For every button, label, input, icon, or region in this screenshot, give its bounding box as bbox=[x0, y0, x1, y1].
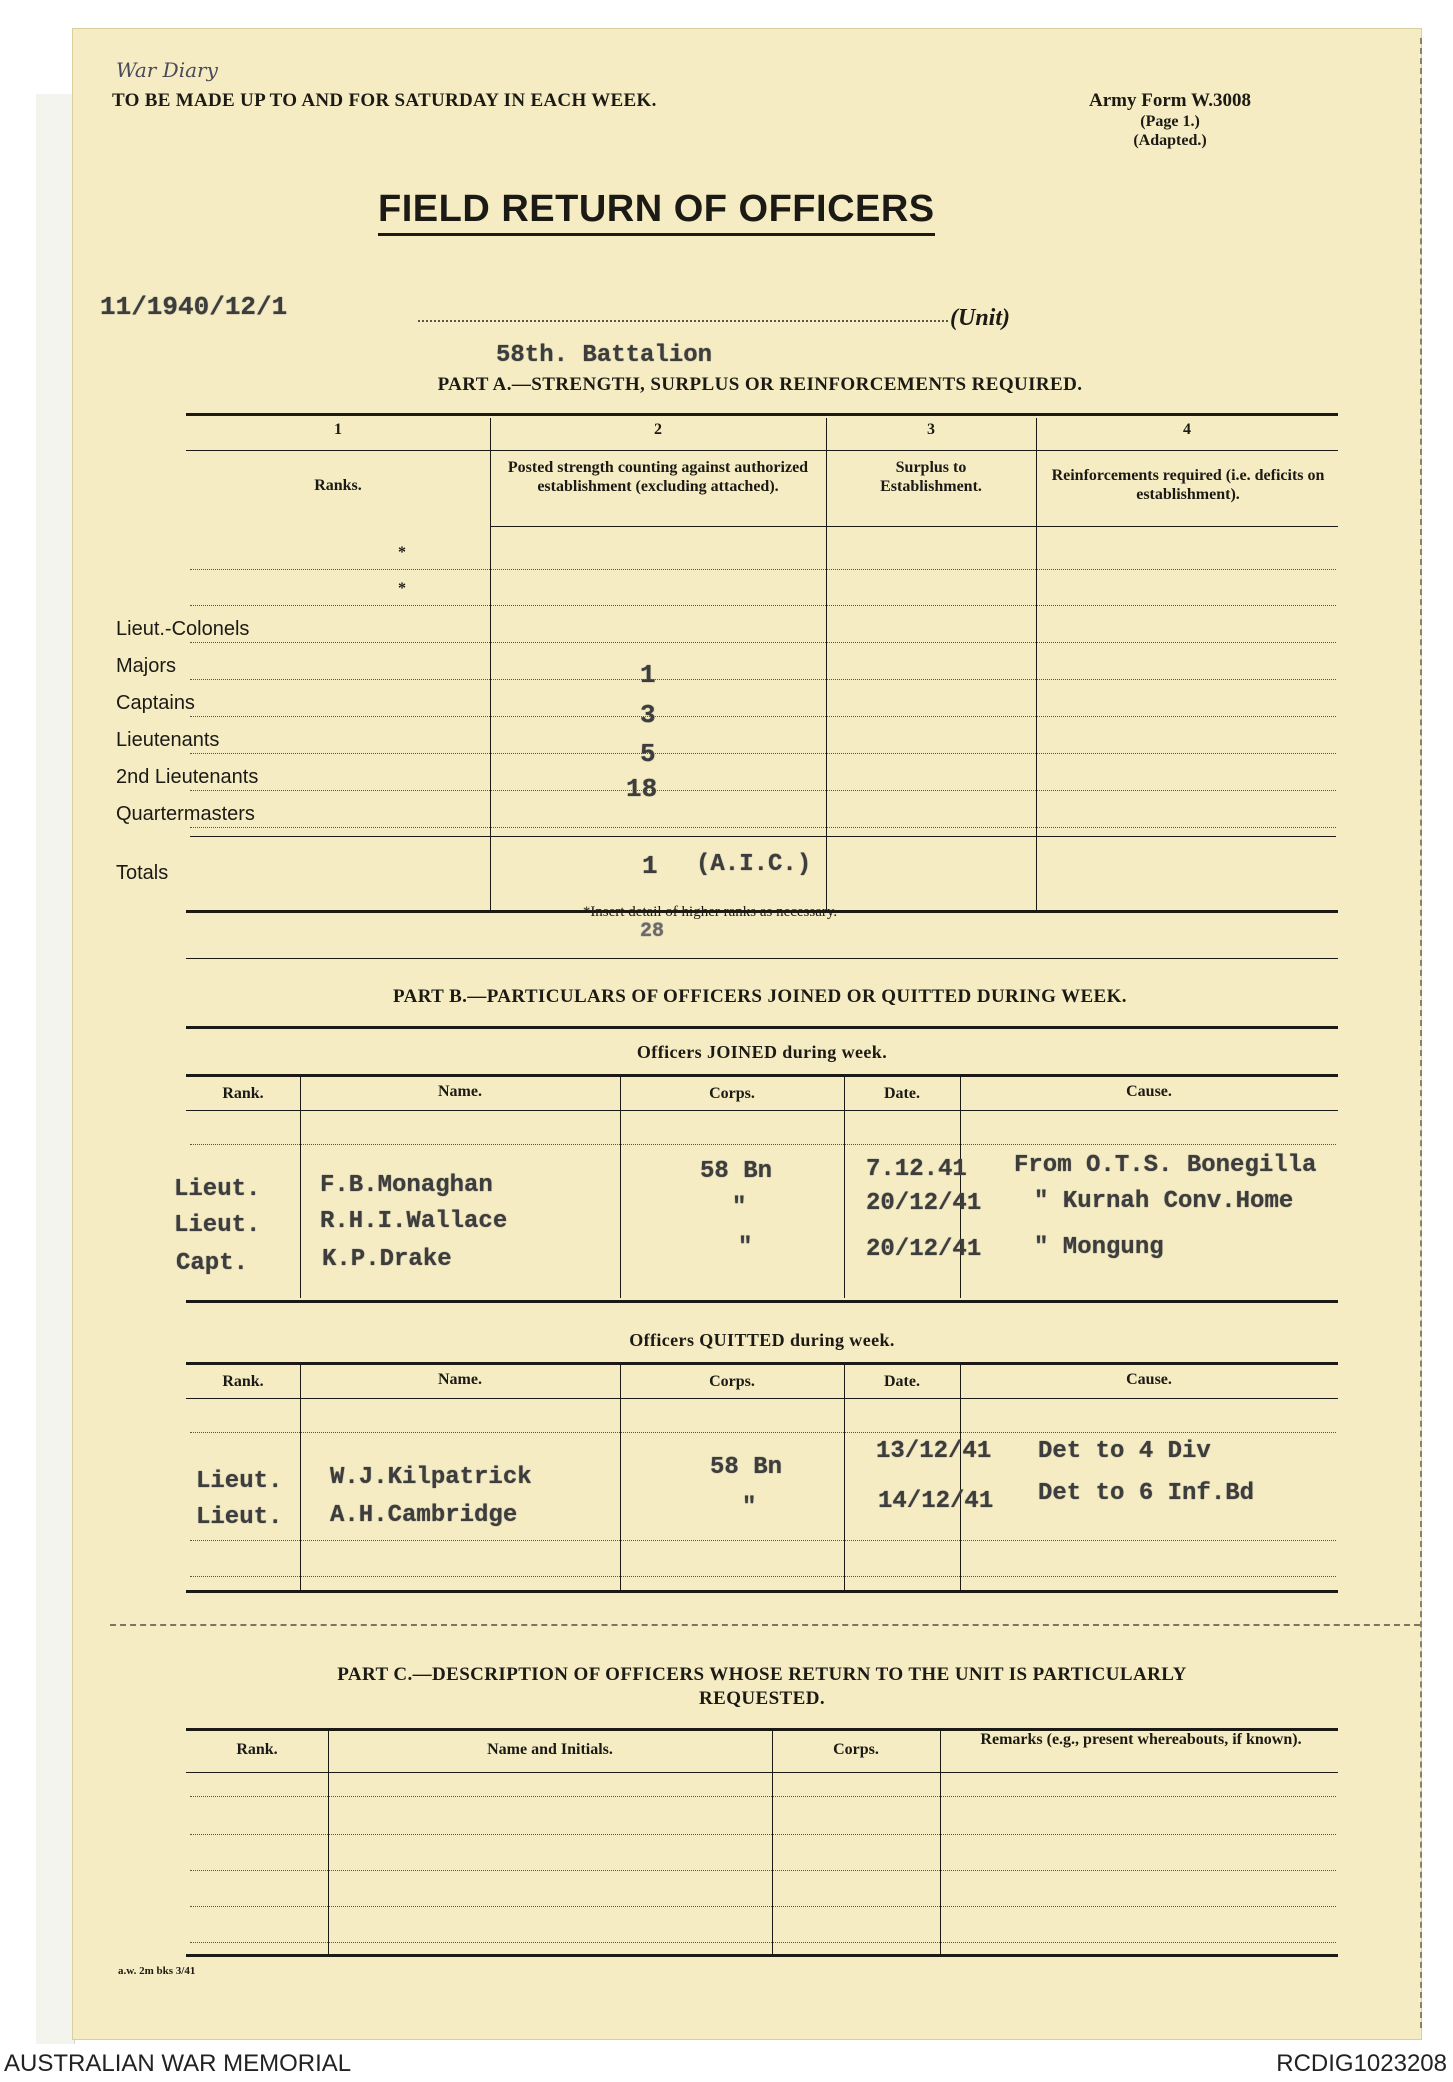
joined-top-rule bbox=[186, 1074, 1338, 1077]
star-marker-1: * bbox=[398, 544, 406, 561]
joined-divider-2 bbox=[620, 1076, 621, 1298]
part-c-dots-1 bbox=[190, 1796, 1336, 1797]
part-c-dots-4 bbox=[190, 1906, 1336, 1907]
joined-title: Officers JOINED during week. bbox=[636, 1042, 888, 1062]
quitted-col-corps: Corps. bbox=[709, 1373, 755, 1390]
rank-lieut-colonels: Lieut.-Colonels bbox=[116, 618, 250, 640]
fold-dashed-line bbox=[110, 1624, 1420, 1626]
col-number-rule bbox=[186, 450, 1338, 451]
part-c-col-corps: Corps. bbox=[833, 1741, 879, 1758]
part-b-top-rule bbox=[186, 1026, 1338, 1029]
row-dots-8 bbox=[190, 827, 1336, 828]
joined-header-rule bbox=[186, 1110, 1338, 1111]
joined-3-rank: Capt. bbox=[176, 1250, 249, 1277]
part-a-title: PART A.—STRENGTH, SURPLUS OR REINFORCEMENTS REQUIRED. bbox=[437, 374, 1083, 395]
part-c-title-line2: REQUESTED. bbox=[699, 1688, 825, 1709]
joined-divider-4 bbox=[960, 1076, 961, 1298]
rank-lieutenants: Lieutenants bbox=[116, 729, 220, 751]
perforated-edge bbox=[1420, 38, 1422, 2028]
joined-3-name: K.P.Drake bbox=[322, 1246, 452, 1273]
col-header-ranks: Ranks. bbox=[314, 477, 362, 494]
part-c-bottom-rule bbox=[186, 1954, 1338, 1957]
strength-captains: 3 bbox=[640, 700, 656, 730]
part-a-footnote: *Insert detail of higher ranks as necessary. bbox=[582, 904, 838, 920]
col-number-4: 4 bbox=[1183, 421, 1191, 438]
strength-lieutenants: 5 bbox=[640, 739, 656, 769]
footnote-rule bbox=[186, 958, 1338, 959]
totals-note: (A.I.C.) bbox=[696, 851, 812, 878]
handwritten-note: War Diary bbox=[116, 58, 218, 82]
joined-2-date: 20/12/41 bbox=[866, 1190, 982, 1217]
rank-quartermasters: Quartermasters bbox=[116, 803, 255, 825]
part-c-divider-2 bbox=[772, 1730, 773, 1954]
joined-1-rank: Lieut. bbox=[174, 1176, 261, 1203]
quitted-2-rank: Lieut. bbox=[196, 1504, 283, 1531]
form-title: FIELD RETURN OF OFFICERS bbox=[378, 188, 935, 236]
joined-col-date: Date. bbox=[884, 1085, 920, 1102]
part-a-top-rule bbox=[186, 413, 1338, 416]
header-underline bbox=[490, 526, 1338, 527]
quitted-1-date: 13/12/41 bbox=[876, 1438, 992, 1465]
row-dots-1 bbox=[190, 569, 1336, 570]
quitted-bottom-rule bbox=[186, 1590, 1338, 1593]
joined-col-cause: Cause. bbox=[1126, 1083, 1172, 1100]
page-note: (Page 1.) bbox=[1140, 113, 1200, 130]
joined-col-rank: Rank. bbox=[222, 1085, 264, 1102]
part-c-col-name: Name and Initials. bbox=[487, 1741, 613, 1758]
joined-2-rank: Lieut. bbox=[174, 1212, 261, 1239]
unit-name: 58th. Battalion bbox=[496, 342, 713, 369]
col-number-3: 3 bbox=[927, 421, 935, 438]
part-c-dots-3 bbox=[190, 1870, 1336, 1871]
quitted-divider-2 bbox=[620, 1364, 621, 1590]
col-number-2: 2 bbox=[654, 421, 662, 438]
part-b-title: PART B.—PARTICULARS OF OFFICERS JOINED OR QUITTED DURING WEEK. bbox=[393, 986, 1127, 1007]
rank-majors: Majors bbox=[116, 655, 177, 677]
joined-bottom-rule bbox=[186, 1300, 1338, 1303]
part-c-col-rank: Rank. bbox=[236, 1741, 278, 1758]
quitted-1-rank: Lieut. bbox=[196, 1468, 283, 1495]
quitted-col-name: Name. bbox=[438, 1371, 482, 1388]
joined-1-name: F.B.Monaghan bbox=[320, 1172, 493, 1199]
col-number-1: 1 bbox=[334, 421, 342, 438]
overtyped-total: 28 bbox=[640, 920, 665, 943]
joined-1-date: 7.12.41 bbox=[866, 1156, 967, 1183]
archive-caption-right: RCDIG1023208 bbox=[1276, 2050, 1447, 2077]
totals-top-rule bbox=[190, 836, 1336, 837]
form-number: Army Form W.3008 bbox=[1088, 90, 1251, 111]
form-id-block bbox=[1050, 90, 1290, 150]
joined-1-corps: 58 Bn bbox=[700, 1158, 773, 1185]
adapted-note: (Adapted.) bbox=[1133, 132, 1207, 149]
row-dots-2 bbox=[190, 605, 1336, 606]
row-dots-7 bbox=[190, 790, 1336, 791]
rank-captains: Captains bbox=[116, 692, 195, 714]
quitted-2-cause: Det to 6 Inf.Bd bbox=[1038, 1480, 1255, 1507]
row-dots-5 bbox=[190, 716, 1336, 717]
quitted-col-date: Date. bbox=[884, 1373, 920, 1390]
quitted-divider-3 bbox=[844, 1364, 845, 1590]
joined-divider-3 bbox=[844, 1076, 845, 1298]
quitted-header-rule bbox=[186, 1398, 1338, 1399]
quitted-2-corps: " bbox=[742, 1494, 757, 1521]
joined-col-name: Name. bbox=[438, 1083, 482, 1100]
quitted-top-rule bbox=[186, 1362, 1338, 1365]
archive-caption-left: AUSTRALIAN WAR MEMORIAL bbox=[4, 2050, 352, 2077]
quitted-1-name: W.J.Kilpatrick bbox=[330, 1464, 532, 1491]
part-c-header-rule bbox=[186, 1772, 1338, 1773]
part-c-col-remarks: Remarks (e.g., present whereabouts, if known). bbox=[980, 1731, 1302, 1748]
joined-3-cause: " Mongung bbox=[1034, 1234, 1164, 1261]
col-header-posted-strength: Posted strength counting against authorized establishment (excluding attached). bbox=[507, 459, 809, 495]
quitted-2-date: 14/12/41 bbox=[878, 1488, 994, 1515]
unit-dotted-line bbox=[418, 320, 948, 322]
star-marker-2: * bbox=[398, 580, 406, 597]
col-header-reinforcements: Reinforcements required (i.e. deficits on establishment). bbox=[1051, 467, 1325, 503]
quitted-divider-4 bbox=[960, 1364, 961, 1590]
part-c-divider-3 bbox=[940, 1730, 941, 1954]
quitted-1-cause: Det to 4 Div bbox=[1038, 1438, 1211, 1465]
row-dots-6 bbox=[190, 753, 1336, 754]
row-dots-4 bbox=[190, 679, 1336, 680]
file-reference: 11/1940/12/1 bbox=[100, 292, 288, 322]
part-c-title-line1: PART C.—DESCRIPTION OF OFFICERS WHOSE RETURN TO THE UNIT IS PARTICULARLY bbox=[337, 1664, 1187, 1685]
back-sheet bbox=[36, 94, 75, 2044]
joined-dots-1 bbox=[190, 1144, 1336, 1145]
part-c-divider-1 bbox=[328, 1730, 329, 1954]
joined-2-name: R.H.I.Wallace bbox=[320, 1208, 508, 1235]
joined-divider-1 bbox=[300, 1076, 301, 1298]
quitted-dots-1 bbox=[190, 1432, 1336, 1433]
totals-value: 1 bbox=[642, 851, 658, 881]
col-header-surplus: Surplus to Establishment. bbox=[880, 459, 982, 495]
totals-label: Totals bbox=[116, 862, 169, 884]
header-instruction: TO BE MADE UP TO AND FOR SATURDAY IN EACH WEEK. bbox=[112, 90, 657, 111]
quitted-dots-3 bbox=[190, 1576, 1336, 1577]
rank-2nd-lieutenants: 2nd Lieutenants bbox=[116, 766, 259, 788]
quitted-2-name: A.H.Cambridge bbox=[330, 1502, 518, 1529]
row-dots-3 bbox=[190, 642, 1336, 643]
quitted-dots-2 bbox=[190, 1540, 1336, 1541]
joined-2-cause: " Kurnah Conv.Home bbox=[1034, 1188, 1294, 1215]
part-c-dots-5 bbox=[190, 1942, 1336, 1943]
quitted-title: Officers QUITTED during week. bbox=[629, 1330, 895, 1350]
joined-2-corps: " bbox=[732, 1194, 747, 1221]
joined-3-corps: " bbox=[738, 1234, 753, 1261]
strength-2nd-lieutenants: 18 bbox=[626, 774, 658, 804]
joined-3-date: 20/12/41 bbox=[866, 1236, 982, 1263]
quitted-col-rank: Rank. bbox=[222, 1373, 264, 1390]
unit-label: (Unit) bbox=[950, 305, 1010, 331]
form-print-code: a.w. 2m bks 3/41 bbox=[118, 1965, 196, 1977]
strength-majors: 1 bbox=[640, 660, 656, 690]
joined-1-cause: From O.T.S. Bonegilla bbox=[1014, 1152, 1317, 1179]
quitted-divider-1 bbox=[300, 1364, 301, 1590]
joined-col-corps: Corps. bbox=[709, 1085, 755, 1102]
quitted-1-corps: 58 Bn bbox=[710, 1454, 783, 1481]
part-c-dots-2 bbox=[190, 1834, 1336, 1835]
quitted-col-cause: Cause. bbox=[1126, 1371, 1172, 1388]
